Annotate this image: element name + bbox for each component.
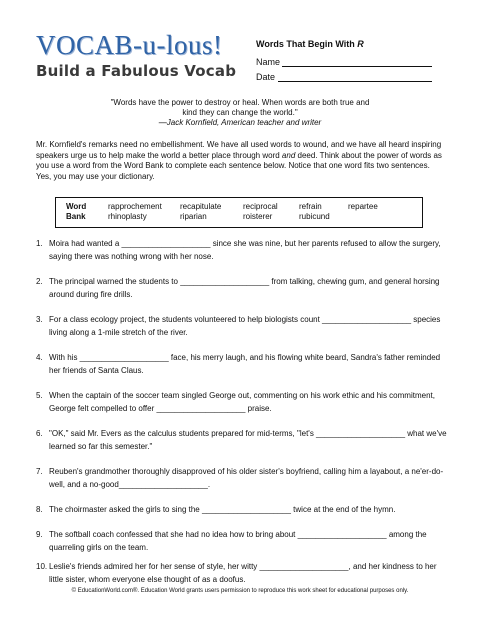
intro-part2: deed. Think about the power of words as you use a word from the Word Bank to complete each sentence below. Notice that one word fits two sentences. Yes, you may use your dictionary. xyxy=(36,150,442,181)
question-number: 2. xyxy=(36,277,43,286)
word-bank-word: roisterer xyxy=(243,212,273,221)
word-bank-word: rapprochement xyxy=(108,202,162,211)
logo-subtitle: Build a Fabulous Vocab xyxy=(36,62,237,80)
word-bank-word: recapitulate xyxy=(180,202,222,211)
word-bank-word: rubicund xyxy=(299,212,330,221)
question-number: 1. xyxy=(36,239,43,248)
question-text: The softball coach confessed that she had no idea how to bring about ____________________ among the quarreling girls on the team. xyxy=(49,530,427,552)
word-bank-word: refrain xyxy=(299,202,322,211)
question-text: For a class ecology project, the students volunteered to help biologists count ____________________ species living along a 1-mile stretch of the river. xyxy=(49,315,441,337)
date-line xyxy=(278,81,432,82)
word-bank-label-line1: Word xyxy=(66,202,87,211)
intro-emphasis: and xyxy=(281,150,296,160)
title-prefix: Words That Begin With xyxy=(256,39,358,49)
word-bank-word: repartee xyxy=(348,202,378,211)
title-letter: R xyxy=(357,39,364,49)
date-field[interactable] xyxy=(256,73,275,82)
question-text: Reuben's grandmother thoroughly disapproved of his older sister's boyfriend, calling him a layabout, a ne'er-do-well, and a no-good____________________. xyxy=(49,467,444,489)
worksheet-title xyxy=(256,40,364,49)
logo-title: VOCAB-u-lous! xyxy=(36,30,223,60)
question-number: 6. xyxy=(36,429,43,438)
name-field[interactable] xyxy=(256,58,280,67)
question-number: 8. xyxy=(36,505,43,514)
question-number: 9. xyxy=(36,530,43,539)
word-bank-label xyxy=(66,202,86,222)
question-number: 3. xyxy=(36,315,43,324)
question-number: 4. xyxy=(36,353,43,362)
question-number: 10. xyxy=(36,562,48,571)
question-text: Leslie's friends admired her for her sense of style, her witty ____________________, and her kindness to her little sister, whom everyone else thought of as a doofus. xyxy=(49,562,437,584)
word-bank-label-line2: Bank xyxy=(66,212,86,221)
word-bank-word: rhinoplasty xyxy=(108,212,147,221)
intro-paragraph xyxy=(36,140,446,182)
footer-copyright: © EducationWorld.com®. Education World grants users permission to reproduce this work sheet for educational purposes only. xyxy=(71,588,409,594)
name-line xyxy=(282,66,432,67)
question-number: 7. xyxy=(36,467,43,476)
question-number: 5. xyxy=(36,391,43,400)
intro-part1: Mr. Kornfield's remarks need no embellishment. We have all used words to wound, and we have all heard inspiring speakers urge us to help make the world a better place through word xyxy=(36,140,442,160)
question-text: The choirmaster asked the girls to sing the ____________________ twice at the end of the hymn. xyxy=(49,505,396,514)
quote-text: "Words have the power to destroy or heal. When words are both true and kind they can change the world." xyxy=(110,98,370,117)
question-text: "OK," said Mr. Evers as the calculus students prepared for mid-terms, "let's ____________________ what we've learned so far this semester." xyxy=(49,429,447,451)
date-label: Date xyxy=(256,72,276,82)
question-text: When the captain of the soccer team singled George out, commenting on his work ethic and his commitment, George felt compelled to offer ____________________ praise. xyxy=(49,391,435,413)
word-bank-box xyxy=(55,197,423,228)
question-text: Moira had wanted a ____________________ since she was nine, but her parents refused to allow the surgery, saying there was nothing wrong with her nose. xyxy=(49,239,441,261)
word-bank-word: reciprocal xyxy=(243,202,278,211)
word-bank-word: riparian xyxy=(180,212,207,221)
question-text: With his ____________________ face, his merry laugh, and his flowing white beard, Sandra's father reminded her friends of Santa Claus. xyxy=(49,353,441,375)
question-text: The principal warned the students to ____________________ from talking, chewing gum, and general horsing around during fire drills. xyxy=(49,277,440,299)
name-label: Name xyxy=(256,57,281,67)
quote-author: —Jack Kornfield, American teacher and writer xyxy=(158,118,322,127)
